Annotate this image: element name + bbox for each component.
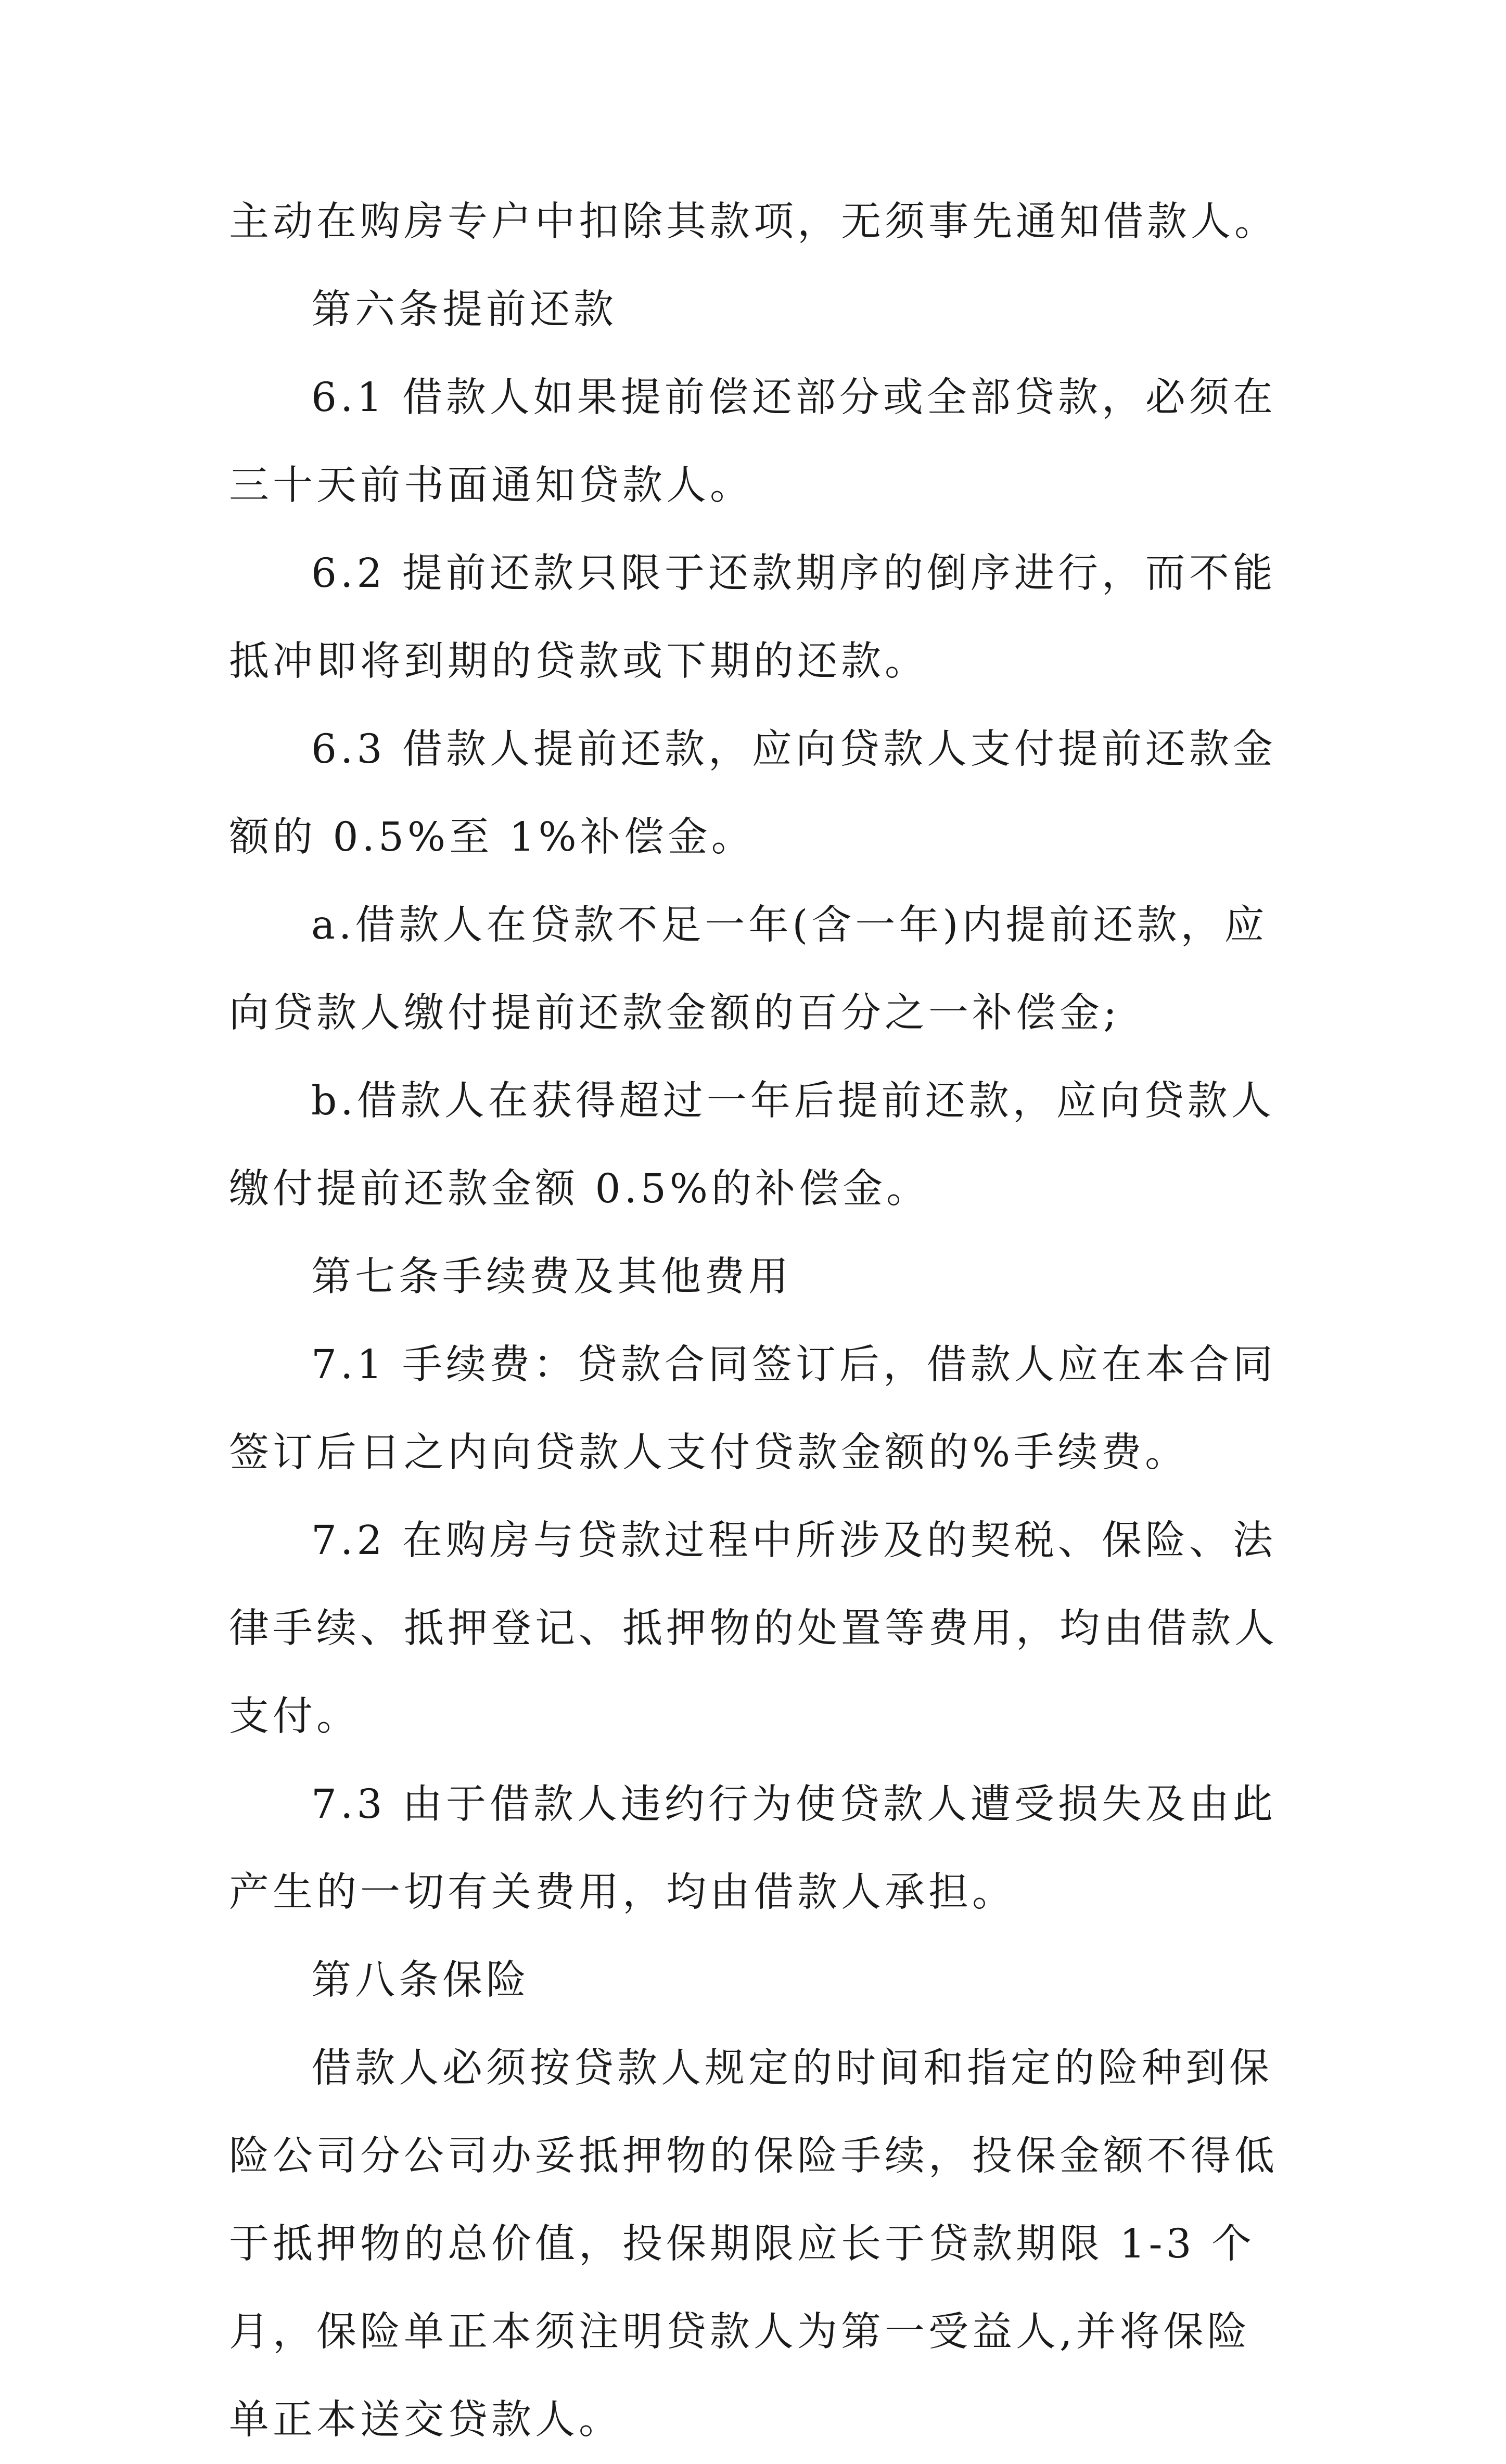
clause-6-2: 6.2 提前还款只限于还款期序的倒序进行，而不能抵冲即将到期的贷款或下期的还款。 — [229, 550, 1277, 685]
clause-8-insurance: 借款人必须按贷款人规定的时间和指定的险种到保险公司分公司办妥抵押物的保险手续，投保金额不得低于抵押物的总价值，投保期限应长于贷款期限 1-3 个月，保险单正本须注明贷款人为第一受益人,并将保险单正本送交贷款人。 — [229, 2045, 1278, 2443]
clause-6-3-b: b.借款人在获得超过一年后提前还款，应向贷款人缴付提前还款金额 0.5%的补偿金。 — [229, 1078, 1275, 1212]
paragraph-continuation: 主动在购房专户中扣除其款项，无须事先通知借款人。 — [229, 199, 1278, 245]
article-6-title: 第六条提前还款 — [311, 287, 617, 333]
article-7-title: 第七条手续费及其他费用 — [311, 1254, 792, 1300]
clause-7-1: 7.1 手续费：贷款合同签订后，借款人应在本合同签订后日之内向贷款人支付贷款金额的%手续费。 — [229, 1342, 1277, 1476]
clause-7-2: 7.2 在购房与贷款过程中所涉及的契税、保险、法律手续、抵押登记、抵押物的处置等费用，均由借款人支付。 — [229, 1518, 1278, 1740]
clause-6-1: 6.1 借款人如果提前偿还部分或全部贷款，必须在三十天前书面通知贷款人。 — [229, 375, 1277, 509]
clause-6-3: 6.3 借款人提前还款，应向贷款人支付提前还款金额的 0.5%至 1%补偿金。 — [229, 726, 1277, 861]
clause-7-3: 7.3 由于借款人违约行为使贷款人遭受损失及由此产生的一切有关费用，均由借款人承担。 — [229, 1781, 1277, 1916]
article-8-title: 第八条保险 — [311, 1957, 530, 2004]
clause-6-3-a: a.借款人在贷款不足一年(含一年)内提前还款，应向贷款人缴付提前还款金额的百分之一补偿金; — [229, 902, 1268, 1036]
document-body — [229, 178, 1291, 2464]
